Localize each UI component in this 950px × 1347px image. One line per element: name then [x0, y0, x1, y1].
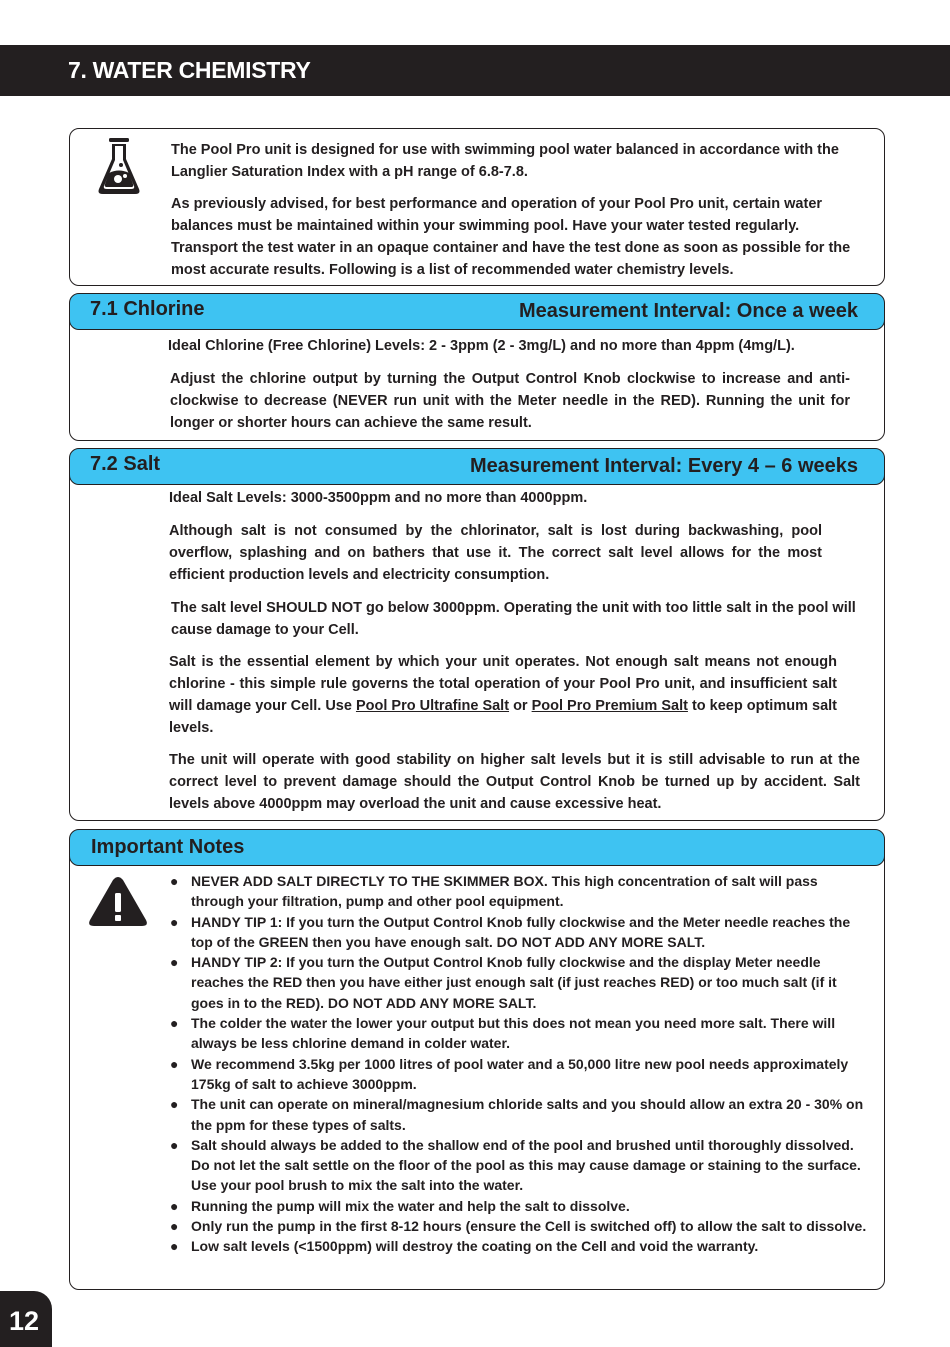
bullet-icon: ●: [170, 1015, 179, 1032]
note-text: HANDY TIP 2: If you turn the Output Control Knob fully clockwise and the display Meter needle reaches the RED then you have either just enough salt (if just reaches RED) or too much salt (if it goes in to the RED). DO NOT ADD ANY MORE SALT.: [191, 954, 837, 1011]
chlorine-levels: Ideal Chlorine (Free Chlorine) Levels: 2 - 3ppm (2 - 3mg/L) and no more than 4ppm (4mg/L).: [168, 338, 795, 354]
page-number-rule: [0, 1343, 52, 1347]
bullet-icon: ●: [170, 913, 179, 930]
note-text: Running the pump will mix the water and help the salt to dissolve.: [191, 1197, 630, 1214]
salt-band: [69, 448, 885, 485]
notes-list: [170, 871, 870, 1257]
notes-band: [69, 829, 885, 866]
bullet-icon: ●: [170, 1218, 179, 1235]
note-item: [170, 1013, 870, 1054]
chlorine-band: [69, 293, 885, 330]
salt-interval: Measurement Interval: Every 4 – 6 weeks: [470, 455, 858, 477]
note-text: Salt should always be added to the shallow end of the pool and brushed until thoroughly dissolved. Do not let the salt settle on the floor of the pool as this may cause damage or staining to the surface. Use your pool brush to mix the salt into the water.: [191, 1136, 861, 1194]
note-text: The colder the water the lower your output but this does not mean you need more salt. There will always be less chlorine demand in colder water.: [191, 1015, 836, 1052]
bullet-icon: ●: [170, 1197, 179, 1214]
salt-essential-end: to keep optimum salt levels.: [169, 698, 837, 736]
note-text: Only run the pump in the first 8-12 hours (ensure the Cell is switched off) to allow the salt to dissolve.: [191, 1218, 867, 1235]
chlorine-heading: 7.1 Chlorine: [90, 298, 205, 320]
warning-icon: [88, 876, 148, 928]
salt-levels: Ideal Salt Levels: 3000-3500ppm and no more than 4000ppm.: [169, 490, 588, 506]
salt-heading: 7.2 Salt: [90, 453, 161, 475]
note-item: [170, 1094, 870, 1135]
note-item: [170, 912, 870, 953]
chlorine-adjust: Adjust the chlorine output by turning the Output Control Knob clockwise to increase and anti-clockwise to decrease (NEVER run unit with the Meter needle in the RED). Running the unit for longer or shorter hours can achieve the same result.: [170, 371, 850, 431]
salt-minimum: The salt level SHOULD NOT go below 3000ppm. Operating the unit with too little salt in the pool will cause damage to your Cell.: [171, 600, 856, 638]
bullet-icon: ●: [170, 954, 179, 971]
bullet-icon: ●: [170, 1238, 179, 1255]
note-item: [170, 1236, 870, 1256]
chlorine-interval: Measurement Interval: Once a week: [518, 300, 858, 322]
salt-loss: Although salt is not consumed by the chlorinator, salt is lost during backwashing, pool overflow, splashing and on bathers that use it. The correct salt level allows for the most efficient production levels and electricity consumption.: [169, 523, 822, 583]
note-text: The unit can operate on mineral/magnesium chloride salts and you should allow an extra 20 - 30% on the ppm for these types of salts.: [191, 1096, 864, 1133]
note-item: [170, 871, 870, 912]
premium-salt-link[interactable]: Pool Pro Premium Salt: [531, 698, 688, 714]
note-item: [170, 1216, 870, 1236]
note-item: [170, 1196, 870, 1216]
intro-paragraph-1: The Pool Pro unit is designed for use with swimming pool water balanced in accordance with the Langlier Saturation Index with a pH range of 6.8-7.8.: [171, 142, 839, 180]
note-item: [170, 952, 870, 1013]
bullet-icon: ●: [170, 1055, 179, 1072]
note-text: NEVER ADD SALT DIRECTLY TO THE SKIMMER BOX. This high concentration of salt will pass through your filtration, pump and other pool equipment.: [191, 873, 818, 910]
bullet-icon: ●: [170, 1136, 179, 1153]
salt-stability: The unit will operate with good stability on higher salt levels but it is still advisable to run at the correct level to prevent damage should the Output Control Knob be turned up by accident. Salt levels above 4000ppm may overload the unit and cause excessive heat.: [169, 752, 860, 812]
note-text: HANDY TIP 1: If you turn the Output Control Knob fully clockwise and the Meter needle reaches the top of the GREEN then you have enough salt. DO NOT ADD ANY MORE SALT.: [191, 913, 851, 950]
note-item: [170, 1054, 870, 1095]
ultrafine-salt-link[interactable]: Pool Pro Ultrafine Salt: [355, 698, 510, 714]
salt-essential-text: Salt is the essential element by which your unit operates. Not enough salt means not enough chlorine - this simple rule governs the total operation of your Pool Pro unit, and insufficient salt will damage your Cell. Use: [169, 654, 837, 714]
flask-icon: [96, 137, 142, 197]
bullet-icon: ●: [170, 1096, 179, 1113]
section-title: 7. WATER CHEMISTRY: [68, 57, 311, 83]
note-item: [170, 1135, 870, 1196]
bullet-icon: ●: [170, 873, 179, 889]
salt-essential: [169, 651, 837, 739]
intro-paragraph-2: As previously advised, for best performance and operation of your Pool Pro unit, certain water balances must be maintained within your swimming pool. Have your water tested regularly. Transport the test water in an opaque container and have the test done as soon as possible for the most accurate results. Following is a list of recommended water chemistry levels.: [171, 196, 851, 278]
page-number: 12: [9, 1306, 40, 1336]
note-text: We recommend 3.5kg per 1000 litres of pool water and a 50,000 litre new pool needs approximately 175kg of salt to achieve 3000ppm.: [191, 1055, 849, 1092]
section-header: [0, 45, 950, 96]
salt-or-text: or: [509, 698, 532, 714]
note-text: Low salt levels (<1500ppm) will destroy the coating on the Cell and void the warranty.: [191, 1238, 759, 1255]
notes-heading: Important Notes: [91, 836, 245, 858]
